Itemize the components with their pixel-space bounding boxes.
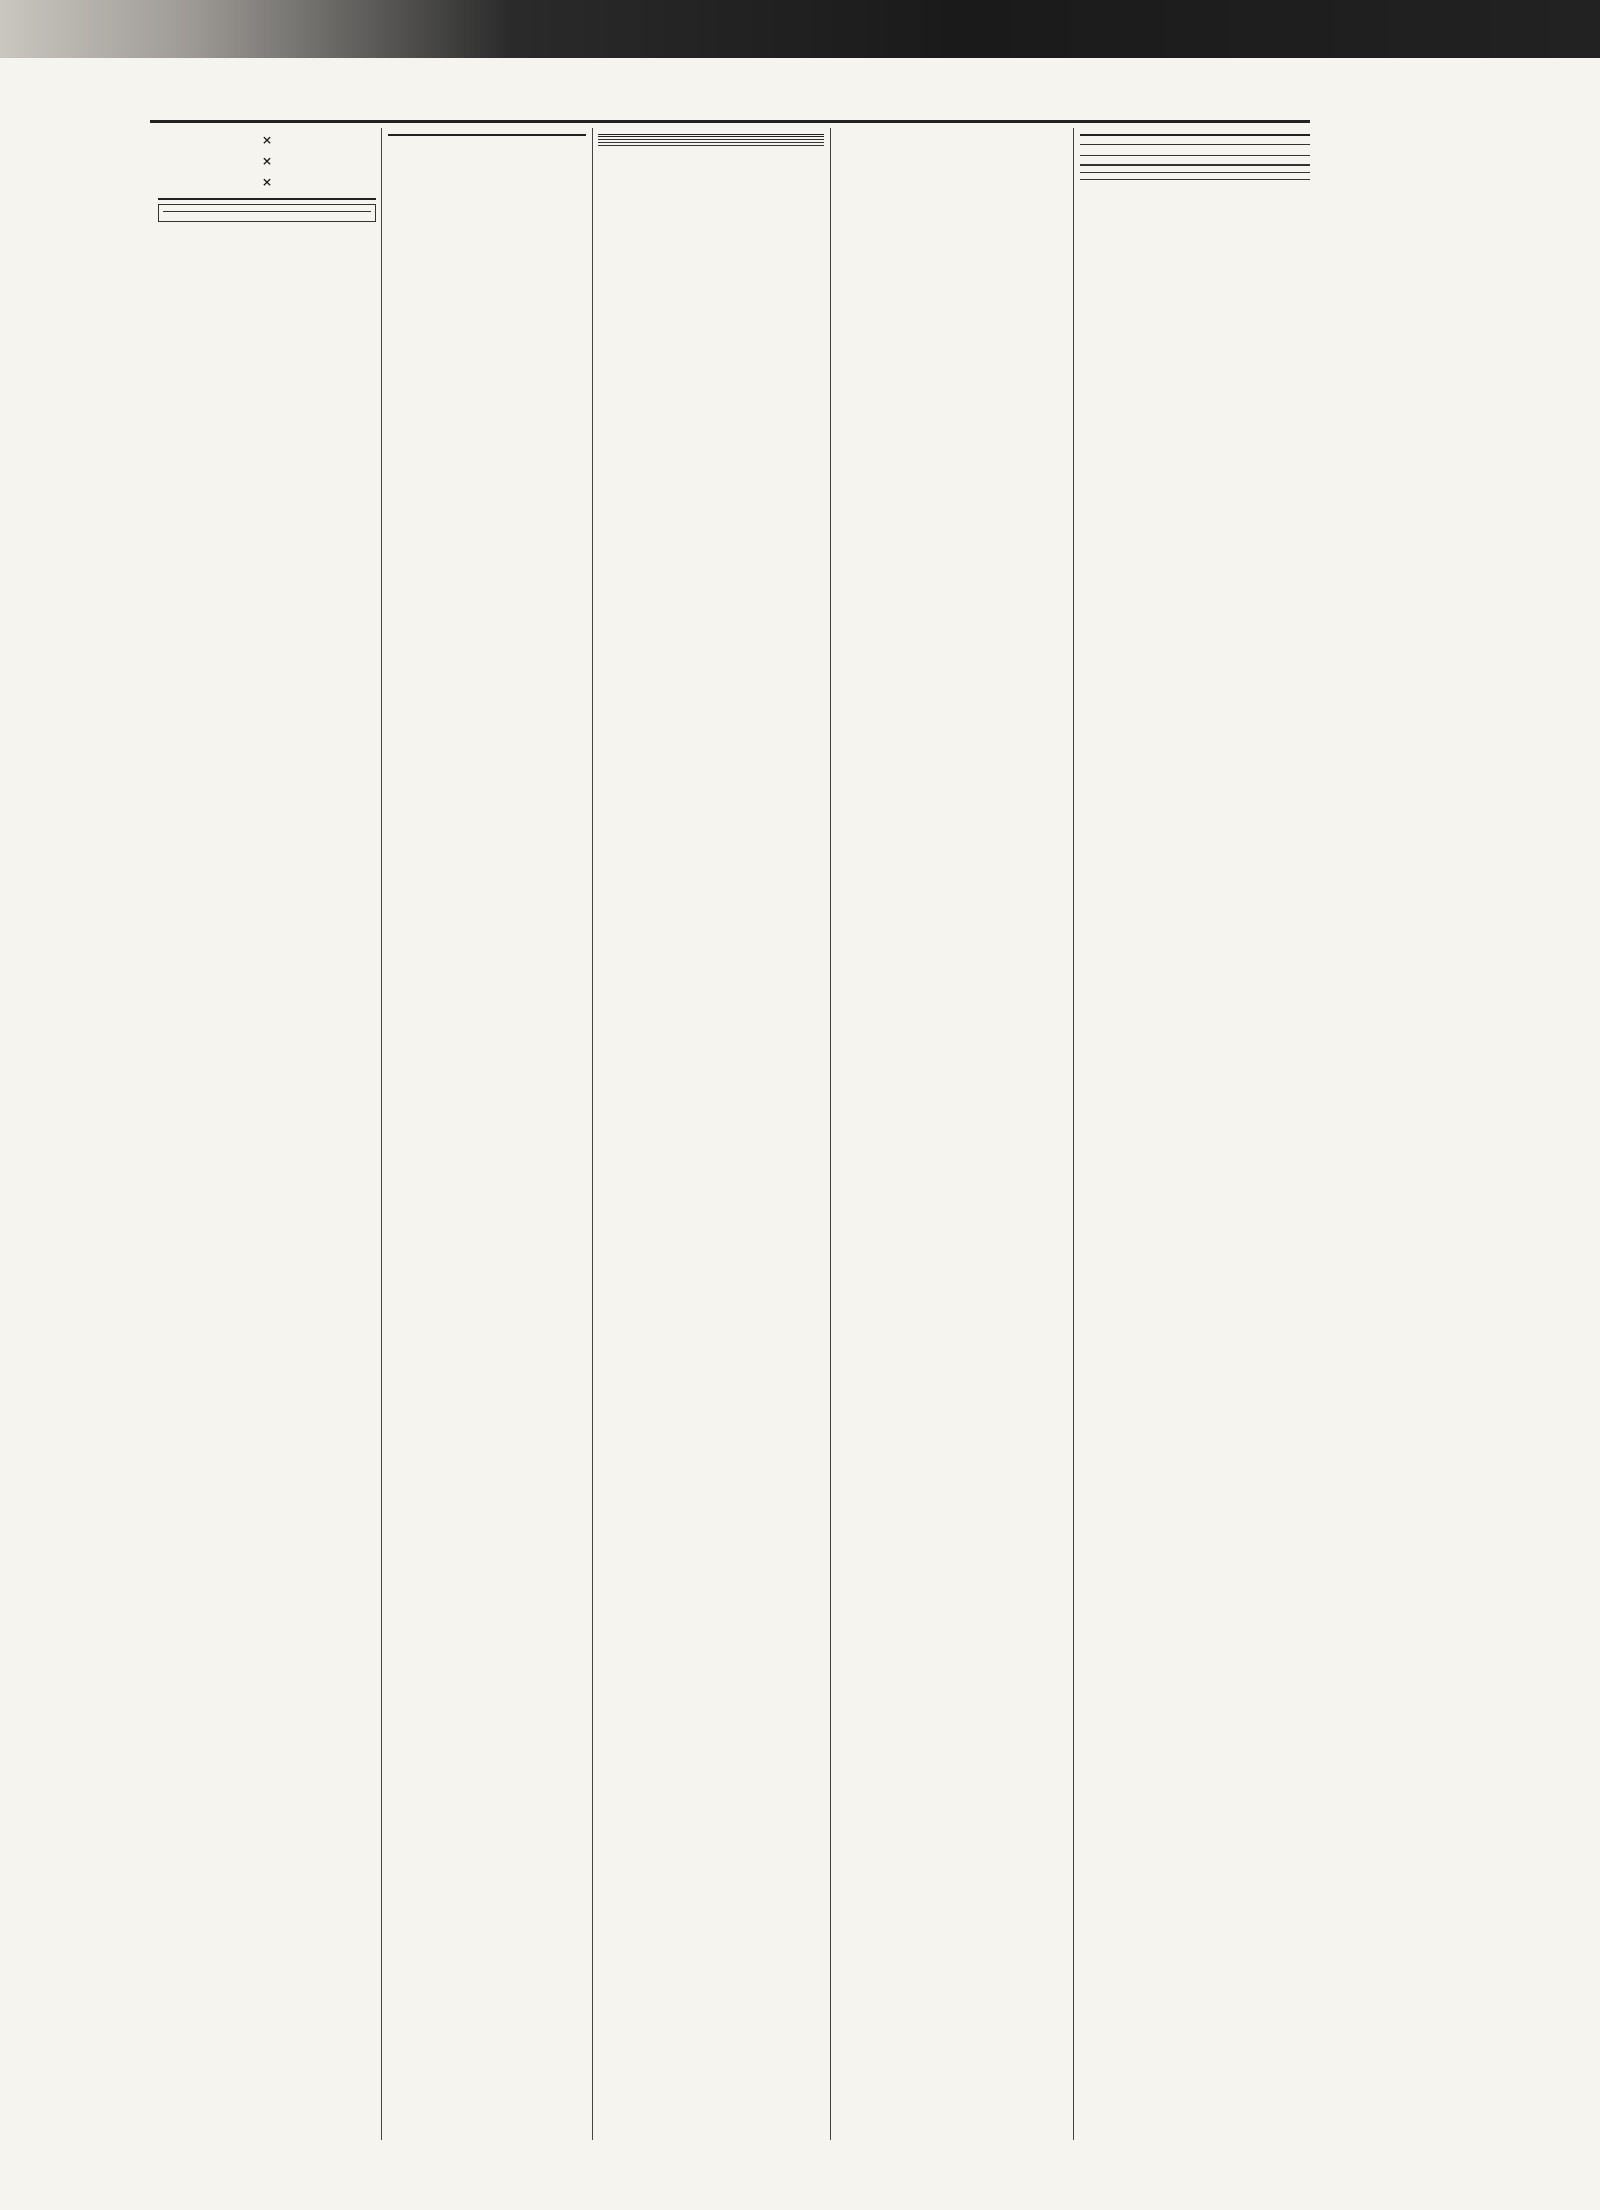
header-rule: [150, 120, 1310, 123]
column-divider: [592, 128, 593, 2140]
column-1: [158, 128, 376, 2130]
section-separator: ×: [261, 173, 273, 189]
section-heading-atrion: [158, 198, 376, 200]
column-5: [1080, 128, 1310, 2130]
page-top-band: [0, 0, 1600, 58]
column-divider: [830, 128, 831, 2140]
section-heading-theft: [1080, 144, 1310, 147]
column-divider: [381, 128, 382, 2140]
section-heading-tobacco: [1080, 164, 1310, 166]
column-3: [598, 128, 824, 2130]
column-4: [836, 128, 1066, 2130]
ad-heading: [163, 211, 371, 212]
section-separator: ×: [261, 132, 273, 147]
doctor-advertisement: [158, 204, 376, 222]
serial-heading: [388, 134, 586, 136]
section-heading-injury: [1080, 172, 1310, 173]
section-heading-latest: [1080, 155, 1310, 158]
section-separator: ×: [261, 152, 273, 168]
headline-details: [598, 142, 824, 146]
section-heading-murder: [1080, 134, 1310, 136]
headline-sub: [598, 139, 824, 140]
section-heading-teachers: [1080, 179, 1310, 180]
column-divider: [1073, 128, 1074, 2140]
column-2: [388, 128, 586, 2130]
